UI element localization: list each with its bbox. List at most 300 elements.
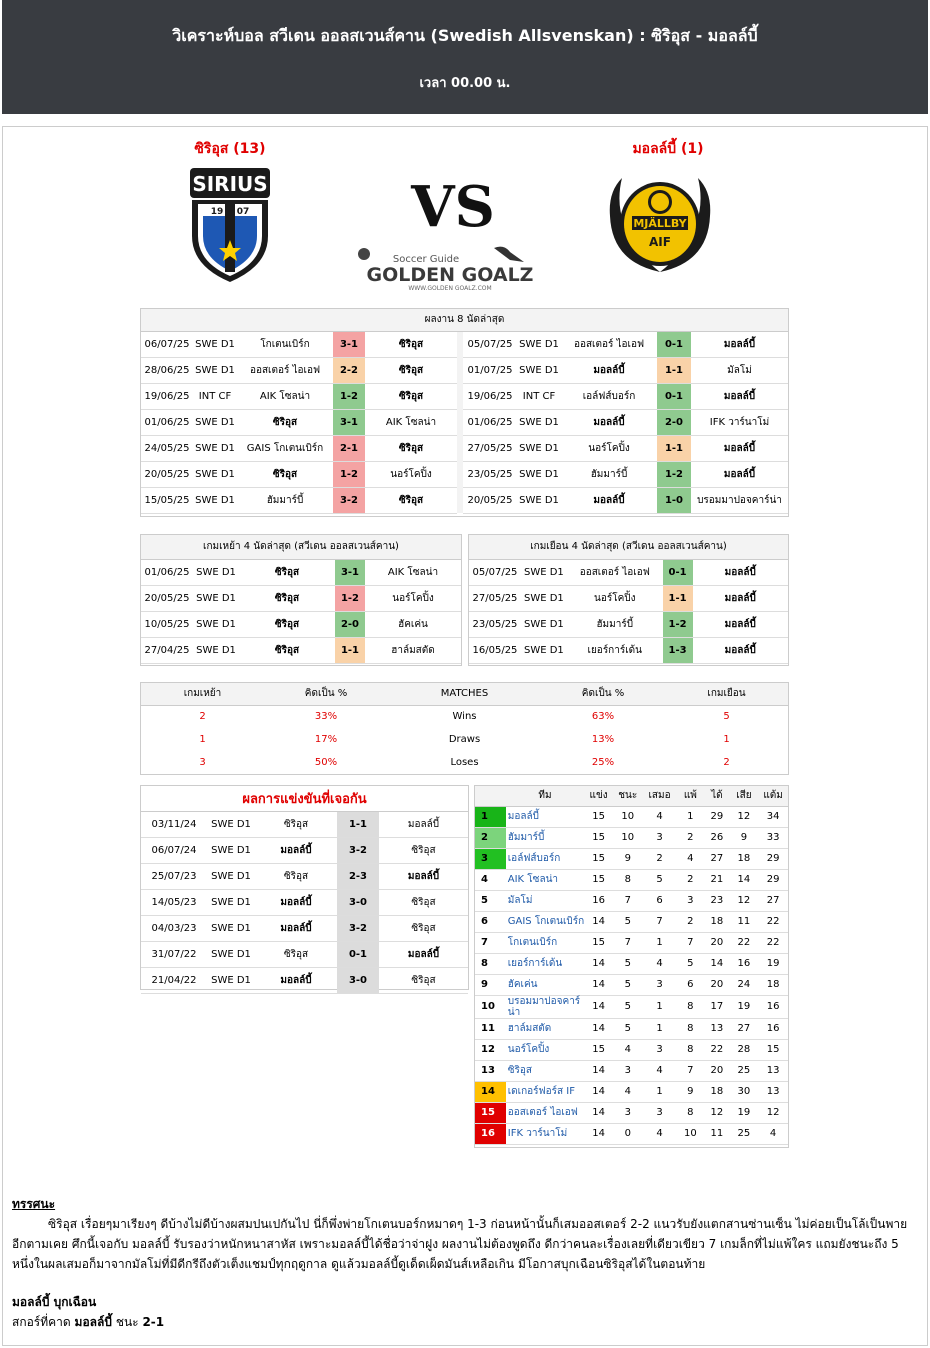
match-type: Loses (450, 757, 479, 768)
competition: SWE D1 (207, 889, 255, 915)
standings-drawn: 4 (643, 953, 677, 974)
recent-form-row (141, 383, 788, 409)
standings-rank: 5 (475, 890, 506, 911)
standings-played: 14 (584, 995, 613, 1018)
standings-lost: 3 (677, 890, 705, 911)
standings-points: 13 (758, 1060, 788, 1081)
match-score: 3-0 (337, 967, 379, 993)
standings-drawn: 2 (643, 848, 677, 869)
mjallby-logo-text: MJÄLLBY (633, 217, 687, 230)
team-home: มอลล์บี้ (561, 409, 657, 435)
head-to-head-row (141, 889, 468, 915)
standings-team-link[interactable]: นอร์โคปิ้ง (506, 1039, 585, 1060)
standings-header-points: แต้ม (758, 786, 788, 806)
away-count: 5 (723, 711, 730, 723)
away-count: 2 (723, 757, 730, 768)
standings-lost: 4 (677, 848, 705, 869)
standings-row (475, 890, 788, 911)
team-away: นอร์โคปิ้ง (365, 461, 457, 487)
standings-goals-against: 25 (730, 1060, 759, 1081)
competition: SWE D1 (207, 941, 255, 967)
standings-rank: 12 (475, 1039, 506, 1060)
match-score: 3-1 (335, 559, 365, 585)
standings-played: 14 (584, 953, 613, 974)
competition: SWE D1 (193, 637, 239, 663)
team-away: นอร์โคปิ้ง (365, 585, 461, 611)
match-score: 1-1 (663, 585, 693, 611)
team-home: มอลล์บี้ (255, 967, 337, 993)
standings-team-link[interactable]: เยอร์การ์เด้น (506, 953, 585, 974)
standings-team-link[interactable]: บรอมมาปอจคาร์น่า (506, 995, 585, 1018)
standings-row (475, 848, 788, 869)
home-percent: 33% (314, 711, 338, 723)
standings-row (475, 1039, 788, 1060)
standings-row (475, 995, 788, 1018)
standings-goals-against: 11 (730, 911, 759, 932)
match-date: 23/05/25 (469, 611, 521, 637)
standings-header-for: ได้ (704, 786, 729, 806)
standings-rank: 4 (475, 869, 506, 890)
venue-form-row (469, 611, 788, 637)
match-date: 27/05/25 (463, 435, 517, 461)
summary-table (140, 682, 789, 775)
recent-form-row (141, 461, 788, 487)
mjallby-logo-sub: AIF (649, 235, 671, 249)
standings-lost: 2 (677, 869, 705, 890)
standings-goals-against: 16 (730, 953, 759, 974)
standings-goals-for: 18 (704, 1081, 729, 1102)
standings-lost: 9 (677, 1081, 705, 1102)
standings-team-link[interactable]: ฮัคเค่น (506, 974, 585, 995)
predicted-score-value: 2-1 (142, 1315, 165, 1329)
predicted-score-mid: ชนะ (115, 1315, 139, 1329)
standings-rank: 6 (475, 911, 506, 932)
standings-points: 22 (758, 911, 788, 932)
match-date: 01/06/25 (141, 409, 193, 435)
standings-played: 14 (584, 1018, 613, 1039)
team-away: ซิริอุส (365, 383, 457, 409)
standings-played: 15 (584, 848, 613, 869)
home-venue-table (140, 534, 462, 666)
match-date: 27/04/25 (141, 637, 193, 663)
match-date: 01/07/25 (463, 357, 517, 383)
standings-row (475, 869, 788, 890)
recent-form-row (141, 487, 788, 513)
standings-won: 7 (613, 932, 643, 953)
match-score: 0-1 (657, 331, 691, 357)
match-score: 3-1 (333, 331, 365, 357)
team-home: ซิริอุส (239, 559, 335, 585)
standings-header-drawn: เสมอ (643, 786, 677, 806)
vs-icon (411, 174, 495, 240)
recent-form-row (141, 435, 788, 461)
standings-goals-for: 18 (704, 911, 729, 932)
standings-played: 14 (584, 1060, 613, 1081)
team-away: มอลล์บี้ (693, 559, 788, 585)
home-percent: 50% (314, 757, 338, 768)
standings-played: 15 (584, 1039, 613, 1060)
standings-goals-against: 9 (730, 827, 759, 848)
team-home: ซิริอุส (239, 611, 335, 637)
team-home: มอลล์บี้ (255, 889, 337, 915)
team-away: AIK โซลน่า (365, 559, 461, 585)
standings-goals-for: 29 (704, 806, 729, 827)
standings-lost: 2 (677, 827, 705, 848)
team-away: ฮัคเค่น (365, 611, 461, 637)
competition: SWE D1 (193, 611, 239, 637)
match-score: 2-2 (333, 357, 365, 383)
team-away: มอลล์บี้ (693, 637, 788, 663)
team-away: มัลโม่ (691, 357, 788, 383)
summary-row (141, 751, 788, 774)
competition: SWE D1 (517, 357, 561, 383)
competition: SWE D1 (517, 487, 561, 513)
standings-goals-for: 17 (704, 995, 729, 1018)
team-home: ออสเตอร์ ไอเอฟ (561, 331, 657, 357)
match-date: 19/06/25 (141, 383, 193, 409)
standings-won: 0 (613, 1123, 643, 1144)
team-home: ซิริอุส (255, 811, 337, 837)
standings-goals-against: 12 (730, 806, 759, 827)
standings-team-link[interactable]: ฮาล์มสตัด (506, 1018, 585, 1039)
standings-goals-against: 19 (730, 1102, 759, 1123)
match-score: 1-2 (657, 461, 691, 487)
standings-goals-against: 25 (730, 1123, 759, 1144)
head-to-head-table (140, 785, 469, 990)
match-score: 3-2 (333, 487, 365, 513)
match-score: 1-2 (663, 611, 693, 637)
venue-form-row (141, 611, 461, 637)
venue-form-row (469, 559, 788, 585)
standings-drawn: 4 (643, 1123, 677, 1144)
standings-team-link[interactable]: มอลล์บี้ (506, 806, 585, 827)
match-date: 28/06/25 (141, 357, 193, 383)
away-venue-title: เกมเยือน 4 นัดล่าสุด (สวีเดน ออลสเวนส์คาน) (469, 535, 788, 559)
standings-row (475, 1081, 788, 1102)
competition: SWE D1 (207, 837, 255, 863)
team-away: ซิริอุส (379, 889, 468, 915)
standings-won: 5 (613, 911, 643, 932)
team-away: มอลล์บี้ (691, 331, 788, 357)
standings-drawn: 3 (643, 1102, 677, 1123)
competition: SWE D1 (517, 331, 561, 357)
standings-rank: 16 (475, 1123, 506, 1144)
team-away: มอลล์บี้ (379, 941, 468, 967)
match-date: 25/07/23 (141, 863, 207, 889)
match-date: 16/05/25 (469, 637, 521, 663)
match-score: 3-1 (333, 409, 365, 435)
mjallby-logo-icon (604, 172, 716, 280)
match-date: 20/05/25 (141, 585, 193, 611)
predicted-score (12, 1312, 912, 1332)
standings-won: 10 (613, 827, 643, 848)
standings-won: 10 (613, 806, 643, 827)
match-score: 2-0 (657, 409, 691, 435)
away-count: 1 (723, 734, 730, 745)
standings-points: 19 (758, 953, 788, 974)
standings-goals-against: 12 (730, 890, 759, 911)
standings-goals-for: 13 (704, 1018, 729, 1039)
match-date: 27/05/25 (469, 585, 521, 611)
standings-points: 18 (758, 974, 788, 995)
standings-points: 12 (758, 1102, 788, 1123)
standings-lost: 8 (677, 1018, 705, 1039)
match-score: 3-2 (337, 837, 379, 863)
standings-goals-for: 20 (704, 1060, 729, 1081)
standings-points: 15 (758, 1039, 788, 1060)
standings-won: 5 (613, 995, 643, 1018)
venue-form-row (469, 585, 788, 611)
standings-rank: 13 (475, 1060, 506, 1081)
standings-drawn: 1 (643, 1018, 677, 1039)
competition: SWE D1 (517, 435, 561, 461)
standings-header-against: เสีย (730, 786, 759, 806)
match-score: 1-0 (657, 487, 691, 513)
head-to-head-row (141, 915, 468, 941)
standings-points: 4 (758, 1123, 788, 1144)
competition: SWE D1 (193, 461, 237, 487)
competition: SWE D1 (207, 967, 255, 993)
standings-lost: 2 (677, 911, 705, 932)
match-date: 01/06/25 (141, 559, 193, 585)
summary-header-matches: MATCHES (388, 683, 541, 705)
standings-won: 4 (613, 1081, 643, 1102)
standings-row (475, 911, 788, 932)
head-to-head-row (141, 837, 468, 863)
brand-name: GOLDEN GOALZ (366, 264, 534, 286)
standings-team-link[interactable]: มัลโม่ (506, 890, 585, 911)
match-score: 1-2 (335, 585, 365, 611)
match-score: 1-1 (657, 435, 691, 461)
team-away: IFK วาร์นาโม่ (691, 409, 788, 435)
standings-rank: 15 (475, 1102, 506, 1123)
standings-rank: 11 (475, 1018, 506, 1039)
standings-points: 29 (758, 848, 788, 869)
match-score: 1-1 (337, 811, 379, 837)
standings-drawn: 3 (643, 827, 677, 848)
standings-goals-against: 24 (730, 974, 759, 995)
team-home: นอร์โคปิ้ง (561, 435, 657, 461)
standings-header-won: ชนะ (613, 786, 643, 806)
standings-row (475, 974, 788, 995)
standings-team-link[interactable]: IFK วาร์นาโม่ (506, 1123, 585, 1144)
team-home: ซิริอุส (239, 585, 335, 611)
team-home: AIK โซลน่า (237, 383, 333, 409)
standings-won: 8 (613, 869, 643, 890)
standings-lost: 8 (677, 1102, 705, 1123)
standings-team-link[interactable]: ออสเตอร์ ไอเอฟ (506, 1102, 585, 1123)
team-away: ซิริอุส (365, 357, 457, 383)
team-home: มอลล์บี้ (255, 837, 337, 863)
standings-won: 3 (613, 1060, 643, 1081)
standings-won: 5 (613, 974, 643, 995)
standings-goals-for: 23 (704, 890, 729, 911)
team-home: มอลล์บี้ (561, 357, 657, 383)
standings-points: 16 (758, 1018, 788, 1039)
recent-form-row (141, 409, 788, 435)
match-date: 04/03/23 (141, 915, 207, 941)
standings-goals-for: 14 (704, 953, 729, 974)
competition: SWE D1 (193, 331, 237, 357)
competition: SWE D1 (193, 559, 239, 585)
match-date: 23/05/25 (463, 461, 517, 487)
standings-lost: 7 (677, 1060, 705, 1081)
standings-row (475, 1123, 788, 1144)
match-date: 03/11/24 (141, 811, 207, 837)
competition: SWE D1 (207, 863, 255, 889)
home-venue-title: เกมเหย้า 4 นัดล่าสุด (สวีเดน ออลสเวนส์คาน) (141, 535, 461, 559)
team-away: ซิริอุส (365, 435, 457, 461)
standings-team-link[interactable]: เอล์ฟส์บอร์ก (506, 848, 585, 869)
competition: SWE D1 (521, 585, 567, 611)
standings-played: 16 (584, 890, 613, 911)
standings-won: 5 (613, 1018, 643, 1039)
standings-lost: 5 (677, 953, 705, 974)
standings-lost: 7 (677, 932, 705, 953)
standings-team-link[interactable]: ซิริอุส (506, 1060, 585, 1081)
standings-goals-for: 26 (704, 827, 729, 848)
standings-points: 33 (758, 827, 788, 848)
competition: INT CF (193, 383, 237, 409)
standings-played: 14 (584, 1081, 613, 1102)
away-team-name: มอลล์บี้ (1) (632, 141, 704, 157)
standings-drawn: 5 (643, 869, 677, 890)
team-away: ซิริอุส (379, 915, 468, 941)
competition: SWE D1 (193, 435, 237, 461)
match-date: 24/05/25 (141, 435, 193, 461)
summary-row (141, 728, 788, 751)
standings-goals-for: 21 (704, 869, 729, 890)
match-date: 21/04/22 (141, 967, 207, 993)
standings-row (475, 827, 788, 848)
standings-goals-against: 22 (730, 932, 759, 953)
away-venue-table (468, 534, 789, 666)
match-score: 0-1 (663, 559, 693, 585)
standings-won: 5 (613, 953, 643, 974)
standings-played: 15 (584, 806, 613, 827)
match-date: 05/07/25 (463, 331, 517, 357)
standings-goals-against: 27 (730, 1018, 759, 1039)
analysis-section (12, 1194, 912, 1332)
standings-team-link[interactable]: GAIS โกเตนเบิร์ก (506, 911, 585, 932)
standings-row (475, 953, 788, 974)
team-away: มอลล์บี้ (691, 461, 788, 487)
standings-team-link[interactable]: AIK โซลน่า (506, 869, 585, 890)
competition: SWE D1 (207, 811, 255, 837)
standings-rank: 7 (475, 932, 506, 953)
standings-goals-against: 19 (730, 995, 759, 1018)
standings-row (475, 1102, 788, 1123)
team-home: นอร์โคปิ้ง (567, 585, 663, 611)
standings-rank: 8 (475, 953, 506, 974)
standings-goals-for: 20 (704, 932, 729, 953)
venue-form-row (141, 559, 461, 585)
match-score: 1-1 (335, 637, 365, 663)
sirius-logo-year-right: 07 (236, 207, 250, 217)
competition: SWE D1 (207, 915, 255, 941)
team-home: เยอร์การ์เด้น (567, 637, 663, 663)
competition: SWE D1 (521, 637, 567, 663)
standings-goals-against: 30 (730, 1081, 759, 1102)
team-home: ซิริอุส (255, 941, 337, 967)
page-header (2, 0, 928, 114)
match-score: 2-0 (335, 611, 365, 637)
standings-drawn: 7 (643, 911, 677, 932)
standings-points: 34 (758, 806, 788, 827)
kickoff-time: เวลา 00.00 น. (419, 76, 511, 91)
standings-lost: 10 (677, 1123, 705, 1144)
competition: SWE D1 (193, 487, 237, 513)
standings-rank: 2 (475, 827, 506, 848)
analysis-body: ซิริอุส เรื่อยๆมาเรียงๆ ดีบ้างไม่ดีบ้างผสมปนเปกันไป นี่ก็พึ่งพ่ายโกเตนบอร์กหมาดๆ 1-3 ก่อนหน้านั้นก็เสมออสเตอร์ 2-2 แนวรับยังแตกสานซ่านเซ็น ไม่ค่อยเป็นโล้เป็นพายอีกตามเคย ศึกนี้เจอกับ มอลล์บี้ รับรองว่าหนักหนาสาหัส เพราะมอลล์บี้ได้ชื่อว่าจ่าฝูง ผลงานไม่ต้องพูดถึง ดีกว่าคนละเรื่องเลยที่เดียวเขียว 7 เกมล็กที่ไม่แพ้ใคร แถมยังชนะถึง 5 หนึ่งในผลเสมอก็มาจากมัลโม่ที่มีดีกรีถึงตัวเต็งแชมป์ทุกฤดูกาล ดูแล้วมอลล์บี้ดูเด็ดเผ็ดมันส์เหลือเกิน มีโอกาสบุกเฉือนซิริอุสได้ในตอนท้าย (12, 1217, 908, 1271)
standings-header-played: แข่ง (584, 786, 613, 806)
head-to-head-row (141, 811, 468, 837)
team-home: ซิริอุส (237, 461, 333, 487)
team-home: ฮัมมาร์บี้ (561, 461, 657, 487)
match-score: 3-0 (337, 889, 379, 915)
team-away: ซิริอุส (365, 331, 457, 357)
standings-points: 13 (758, 1081, 788, 1102)
match-date: 20/05/25 (141, 461, 193, 487)
team-home: GAIS โกเตนเบิร์ก (237, 435, 333, 461)
match-type: Draws (448, 734, 481, 745)
standings-team-link[interactable]: ฮัมมาร์บี้ (506, 827, 585, 848)
standings-header-lost: แพ้ (677, 786, 705, 806)
standings-drawn: 3 (643, 974, 677, 995)
standings-row (475, 1018, 788, 1039)
home-count: 3 (199, 757, 206, 768)
analysis-heading: ทรรศนะ (12, 1197, 56, 1211)
standings-header-team: ทีม (506, 786, 585, 806)
match-score: 2-1 (333, 435, 365, 461)
standings-drawn: 1 (643, 1081, 677, 1102)
match-type: Wins (452, 711, 477, 723)
standings-goals-for: 27 (704, 848, 729, 869)
team-away: บรอมมาปอจคาร์น่า (691, 487, 788, 513)
standings-played: 15 (584, 827, 613, 848)
standings-lost: 8 (677, 1039, 705, 1060)
team-away: มอลล์บี้ (693, 611, 788, 637)
away-percent: 13% (591, 734, 615, 745)
standings-rank: 1 (475, 806, 506, 827)
standings-points: 27 (758, 890, 788, 911)
venue-form-row (141, 637, 461, 663)
standings-team-link[interactable]: โกเตนเบิร์ก (506, 932, 585, 953)
match-date: 05/07/25 (469, 559, 521, 585)
standings-rank: 9 (475, 974, 506, 995)
summary-row (141, 705, 788, 728)
standings-drawn: 1 (643, 932, 677, 953)
team-away: ซิริอุส (379, 967, 468, 993)
team-home: ซิริอุส (255, 863, 337, 889)
standings-row (475, 932, 788, 953)
team-home: ออสเตอร์ ไอเอฟ (237, 357, 333, 383)
match-date: 14/05/23 (141, 889, 207, 915)
match-date: 01/06/25 (463, 409, 517, 435)
match-score: 1-3 (663, 637, 693, 663)
standings-points: 29 (758, 869, 788, 890)
standings-team-link[interactable]: เดเกอร์ฟอร์ส IF (506, 1081, 585, 1102)
standings-drawn: 1 (643, 995, 677, 1018)
match-date: 20/05/25 (463, 487, 517, 513)
vs-text: VS (411, 174, 495, 240)
standings-goals-against: 18 (730, 848, 759, 869)
home-count: 2 (199, 711, 206, 723)
match-score: 2-3 (337, 863, 379, 889)
match-date: 10/05/25 (141, 611, 193, 637)
team-home: มอลล์บี้ (255, 915, 337, 941)
standings-rank: 3 (475, 848, 506, 869)
